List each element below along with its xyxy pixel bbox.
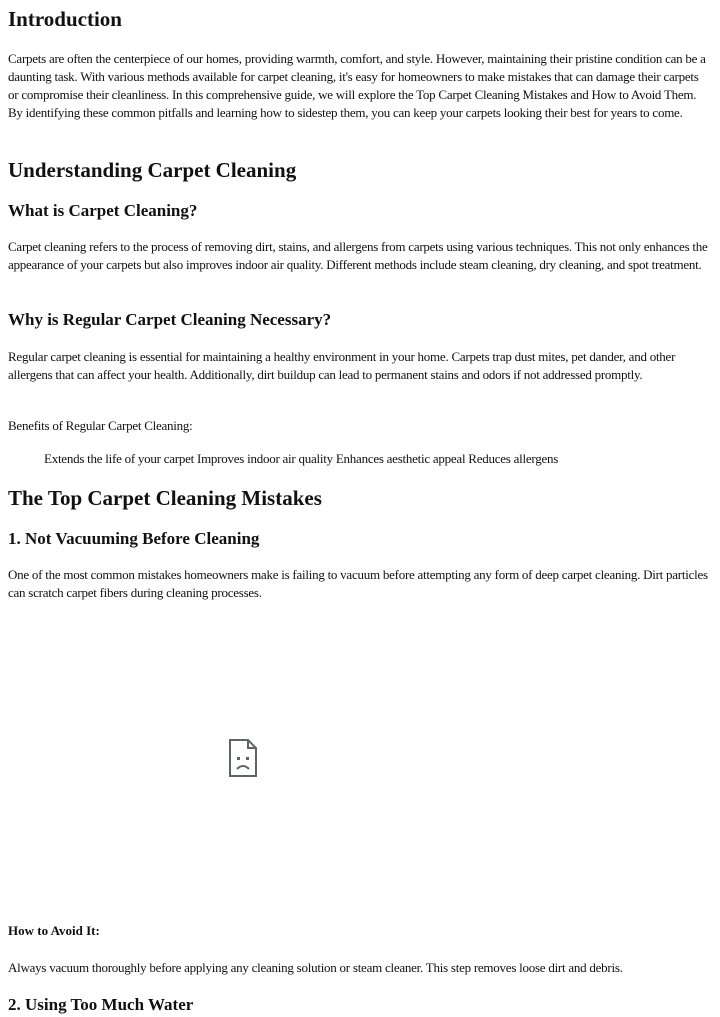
why-paragraph: Regular carpet cleaning is essential for maintaining a healthy environment in your home. Carpets trap dust mites, pet dander, and other allergens that can affect your health. Additionally, dirt buildup can lead to permanent stains and odors if not addressed promptly. (8, 349, 676, 382)
what-heading: What is Carpet Cleaning? (8, 201, 198, 220)
benefits-label: Benefits of Regular Carpet Cleaning: (8, 418, 193, 433)
mistake-1-avoid-paragraph: Always vacuum thoroughly before applying any cleaning solution or steam cleaner. This step removes loose dirt and debris. (8, 960, 623, 975)
mistake-1-heading: 1. Not Vacuuming Before Cleaning (8, 529, 260, 548)
understanding-heading: Understanding Carpet Cleaning (8, 158, 297, 182)
benefits-list: Extends the life of your carpet Improves indoor air quality Enhances aesthetic appeal Reduces allergens (44, 451, 559, 466)
mistake-1-avoid-heading: How to Avoid It: (8, 923, 100, 938)
mistakes-heading: The Top Carpet Cleaning Mistakes (8, 486, 322, 510)
why-heading: Why is Regular Carpet Cleaning Necessary? (8, 310, 332, 329)
broken-image-icon (228, 738, 258, 778)
mistake-2-heading: 2. Using Too Much Water (8, 995, 194, 1014)
what-paragraph: Carpet cleaning refers to the process of removing dirt, stains, and allergens from carpets using various techniques. This not only enhances the appearance of your carpets but also improves indoor air quality. Different methods include steam cleaning, dry cleaning, and spot treatment. (8, 239, 708, 272)
intro-heading: Introduction (8, 7, 122, 31)
intro-paragraph: Carpets are often the centerpiece of our homes, providing warmth, comfort, and style. However, maintaining their pristine condition can be a daunting task. With various methods available for carpet cleaning, it's easy for homeowners to make mistakes that can damage their carpets or compromise their cleanliness. In this comprehensive guide, we will explore the Top Carpet Cleaning Mistakes and How to Avoid Them. By identifying these common pitfalls and learning how to sidestep them, you can keep your carpets looking their best for years to come. (8, 51, 706, 120)
mistake-1-paragraph: One of the most common mistakes homeowners make is failing to vacuum before attempting any form of deep carpet cleaning. Dirt particles can scratch carpet fibers during cleaning processes. (8, 567, 708, 600)
